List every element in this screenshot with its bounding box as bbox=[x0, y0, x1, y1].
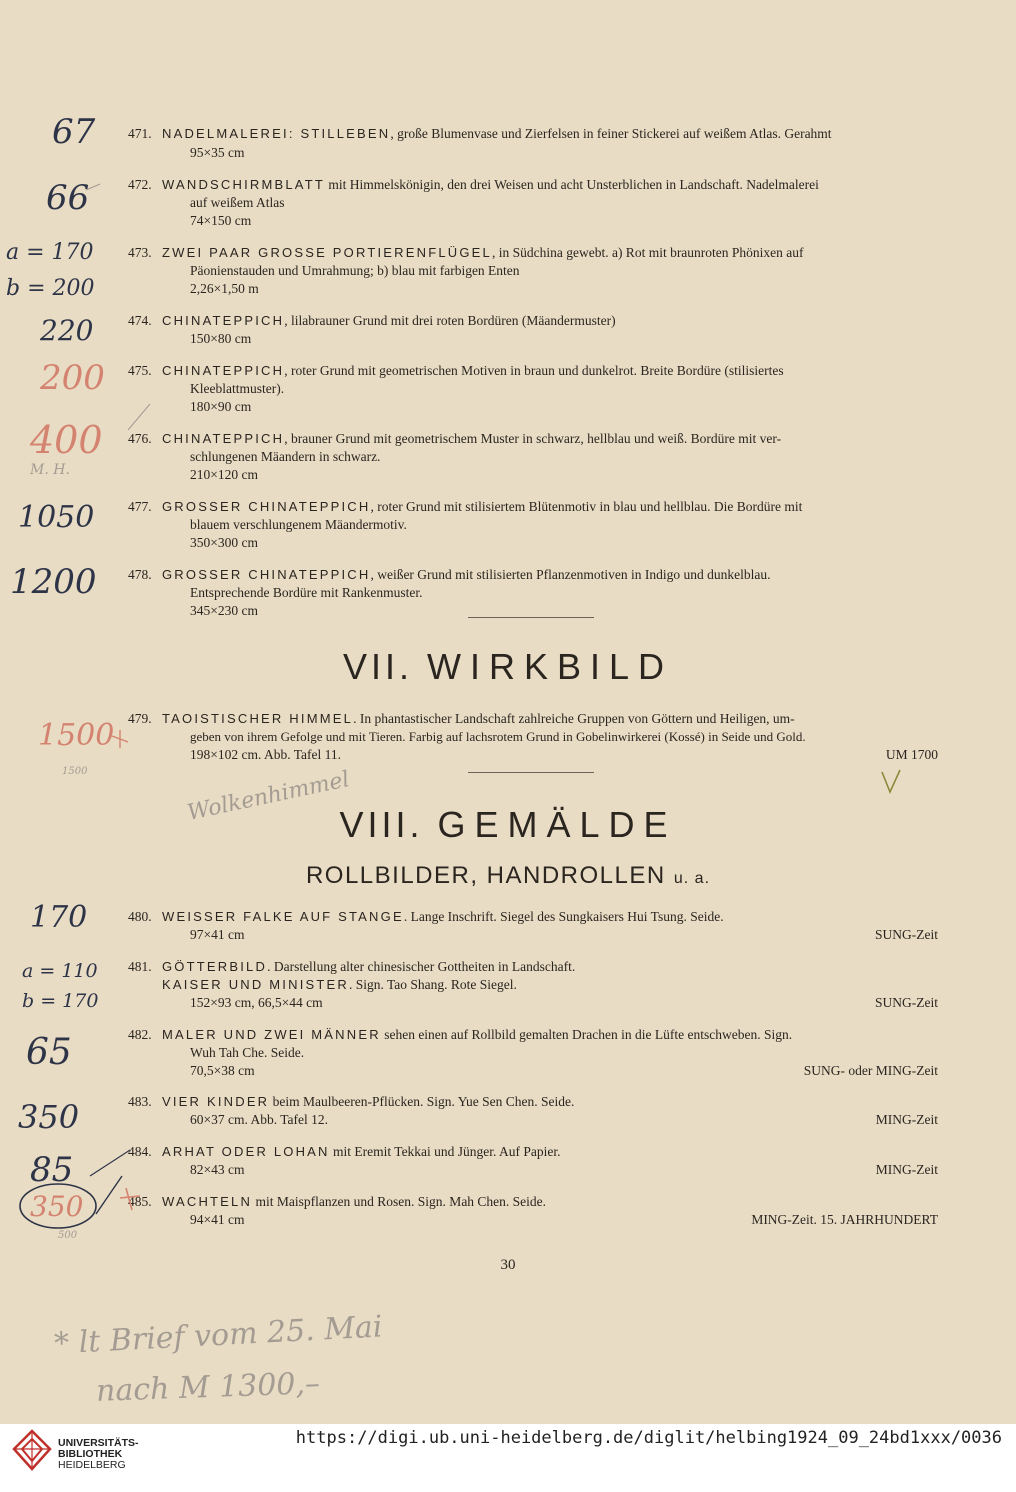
entry-title: CHINATEPPICH bbox=[162, 363, 285, 378]
entry-dimensions: 198×102 cm. Abb. Tafel 11. bbox=[190, 747, 342, 762]
entry-date: SUNG-Zeit bbox=[875, 927, 938, 942]
entry-title: GROSSER CHINATEPPICH bbox=[162, 499, 371, 514]
section-title: WIRKBILD bbox=[427, 646, 674, 687]
handwritten-note: * lt Brief vom 25. Mai bbox=[53, 1309, 384, 1362]
entry-dimensions: 70,5×38 cm bbox=[190, 1063, 255, 1078]
entry-title: WEISSER FALKE AUF STANGE bbox=[162, 909, 404, 924]
handwritten-price: b = 170 bbox=[22, 990, 99, 1012]
section-title: GEMÄLDE bbox=[437, 804, 677, 845]
entry-dimensions: 152×93 cm, 66,5×44 cm bbox=[190, 995, 323, 1010]
entry-number: 471. bbox=[128, 126, 152, 141]
entry-date: SUNG-Zeit bbox=[875, 995, 938, 1010]
handwritten-note: 1500 bbox=[62, 766, 88, 777]
entry-description-line: blauem verschlungenem Mäandermotiv. bbox=[190, 517, 407, 532]
handwritten-price: 1500 bbox=[38, 718, 115, 753]
entry-description: . In phantastischer Landschaft zahlreiche Gruppen von Göttern und Heiligen, um- bbox=[353, 711, 795, 726]
entry-number: 478. bbox=[128, 567, 152, 582]
handwritten-price: a = 170 bbox=[6, 240, 94, 265]
handwritten-price: 85 bbox=[30, 1150, 74, 1190]
entry-dimensions: 97×41 cm bbox=[190, 927, 245, 942]
entry-description: mit Eremit Tekkai und Jünger. Auf Papier. bbox=[329, 1144, 561, 1159]
handwritten-note: M. H. bbox=[30, 462, 70, 478]
entry-date: MING-Zeit bbox=[875, 1162, 938, 1177]
logo-line: UNIVERSITÄTS- bbox=[58, 1437, 139, 1449]
entry-description: , roter Grund mit geometrischen Motiven in braun und dunkelrot. Breite Bordüre (stilisiertes bbox=[284, 363, 784, 378]
entry-date: MING-Zeit bbox=[875, 1112, 938, 1127]
subtitle-suffix: u. a. bbox=[673, 870, 711, 887]
entry-dimensions: 150×80 cm bbox=[190, 331, 252, 346]
entry-number: 481. bbox=[128, 959, 152, 974]
entry-title: WACHTELN bbox=[162, 1194, 253, 1209]
entry-description-line: geben von ihrem Gefolge und mit Tieren. Farbig auf lachsrotem Grund in Gobelinwirkerei (Kossé) in Seide und Gold. bbox=[190, 729, 806, 744]
entry-description-line: schlungenen Mäandern in schwarz. bbox=[190, 449, 381, 464]
entry-date: SUNG- oder MING-Zeit bbox=[803, 1063, 938, 1078]
entry-dimensions: 210×120 cm bbox=[190, 467, 258, 482]
check-mark bbox=[90, 1150, 130, 1176]
entry-dimensions: 82×43 cm bbox=[190, 1162, 245, 1177]
cross-mark bbox=[112, 730, 128, 748]
handwritten-note: nach M 1300,– bbox=[95, 1366, 321, 1409]
entry-description: . Sign. Tao Shang. Rote Siegel. bbox=[348, 977, 517, 992]
handwritten-price: 1200 bbox=[10, 562, 97, 602]
cross-mark bbox=[120, 1188, 140, 1210]
entry-title: ZWEI PAAR GROSSE PORTIERENFLÜGEL bbox=[162, 245, 492, 260]
entry-title: GÖTTERBILD bbox=[162, 959, 268, 974]
entry-number: 472. bbox=[128, 177, 152, 192]
section-numeral: VIII. bbox=[339, 804, 424, 845]
handwritten-price: 350 bbox=[30, 1190, 84, 1223]
entry-title: GROSSER CHINATEPPICH bbox=[162, 567, 371, 582]
entry-title: KAISER UND MINISTER bbox=[162, 977, 349, 992]
subtitle-text: ROLLBILDER, HANDROLLEN bbox=[305, 862, 666, 889]
entry-description: mit Maispflanzen und Rosen. Sign. Mah Chen. Seide. bbox=[252, 1194, 547, 1209]
entry-dimensions: 180×90 cm bbox=[190, 399, 252, 414]
entry-description-line: Päonienstauden und Umrahmung; b) blau mit farbigen Enten bbox=[190, 263, 520, 278]
entry-description: . Darstellung alter chinesischer Gottheiten in Landschaft. bbox=[267, 959, 576, 974]
entry-dimensions: 345×230 cm bbox=[190, 603, 258, 618]
entry-description: , lilabrauner Grund mit drei roten Bordüren (Mäandermuster) bbox=[284, 313, 616, 328]
viewer-footer bbox=[0, 1424, 1016, 1492]
entry-number: 479. bbox=[128, 711, 152, 726]
check-mark bbox=[882, 770, 900, 792]
entry-number: 477. bbox=[128, 499, 152, 514]
handwritten-price: 220 bbox=[40, 314, 94, 347]
entry-title: VIER KINDER bbox=[162, 1094, 270, 1109]
handwritten-note: 500 bbox=[58, 1230, 78, 1241]
entry-number: 485. bbox=[128, 1194, 152, 1209]
entry-description: , große Blumenvase und Zierfelsen in feiner Stickerei auf weißem Atlas. Gerahmt bbox=[390, 126, 832, 141]
entry-title: TAOISTISCHER HIMMEL bbox=[162, 711, 354, 726]
entry-title: CHINATEPPICH bbox=[162, 313, 285, 328]
entry-dimensions: 74×150 cm bbox=[190, 213, 252, 228]
entry-description-line: auf weißem Atlas bbox=[190, 195, 285, 210]
handwritten-note: Wolkenhimmel bbox=[185, 767, 352, 826]
handwritten-price: 170 bbox=[30, 900, 88, 935]
entry-title: NADELMALEREI: STILLEBEN bbox=[162, 126, 391, 141]
entry-dimensions: 350×300 cm bbox=[190, 535, 258, 550]
permalink-url[interactable]: https://digi.ub.uni-heidelberg.de/diglit/helbing1924_09_24bd1xxx/0036 bbox=[295, 1428, 1002, 1448]
pencil-mark bbox=[86, 184, 100, 190]
handwritten-price: 1050 bbox=[18, 500, 95, 535]
entry-description-line: Kleeblattmuster). bbox=[190, 381, 285, 396]
handwritten-price: 67 bbox=[52, 112, 96, 152]
entry-number: 474. bbox=[128, 313, 152, 328]
handwritten-price: 65 bbox=[26, 1032, 72, 1073]
entry-description-line: Wuh Tah Che. Seide. bbox=[190, 1045, 305, 1060]
entry-title: WANDSCHIRMBLATT bbox=[162, 177, 325, 192]
entry-description: beim Maulbeeren-Pflücken. Sign. Yue Sen Chen. Seide. bbox=[269, 1094, 575, 1109]
entry-title: ARHAT ODER LOHAN bbox=[162, 1144, 330, 1159]
entry-description: . Lange Inschrift. Siegel des Sungkaisers Hui Tsung. Seide. bbox=[403, 909, 724, 924]
handwritten-price: 350 bbox=[18, 1098, 80, 1136]
entry-number: 473. bbox=[128, 245, 152, 260]
entry-number: 476. bbox=[128, 431, 152, 446]
handwritten-price: b = 200 bbox=[6, 276, 95, 301]
entry-description: , roter Grund mit stilisiertem Blütenmotiv in blau und hellblau. Die Bordüre mit bbox=[370, 499, 803, 514]
check-mark bbox=[96, 1176, 122, 1214]
handwritten-price: a = 110 bbox=[22, 960, 98, 982]
entry-dimensions: 2,26×1,50 m bbox=[190, 281, 259, 296]
handwritten-price: 400 bbox=[30, 418, 103, 462]
handwritten-price: 200 bbox=[40, 358, 105, 398]
section-numeral: VII. bbox=[342, 646, 413, 687]
entry-title: CHINATEPPICH bbox=[162, 431, 285, 446]
entry-number: 475. bbox=[128, 363, 152, 378]
pencil-mark bbox=[128, 404, 150, 430]
entry-number: 484. bbox=[128, 1144, 152, 1159]
entry-number: 483. bbox=[128, 1094, 152, 1109]
library-logo[interactable] bbox=[58, 1438, 139, 1471]
entry-description: , in Südchina gewebt. a) Rot mit braunroten Phönixen auf bbox=[491, 245, 804, 260]
entry-dimensions: 60×37 cm. Abb. Tafel 12. bbox=[190, 1112, 329, 1127]
entry-date: UM 1700 bbox=[885, 747, 938, 762]
entry-date: MING-Zeit. 15. JAHRHUNDERT bbox=[751, 1212, 938, 1227]
university-seal-icon bbox=[12, 1429, 52, 1471]
handwritten-price: 66 bbox=[46, 178, 90, 218]
entry-description: , brauner Grund mit geometrischem Muster in schwarz, hellblau und weiß. Bordüre mit ver- bbox=[284, 431, 782, 446]
entry-dimensions: 94×41 cm bbox=[190, 1212, 245, 1227]
entry-description: , weißer Grund mit stilisierten Pflanzenmotiven in Indigo und dunkelblau. bbox=[370, 567, 771, 582]
entry-description: sehen einen auf Rollbild gemalten Drachen in die Lüfte entschweben. Sign. bbox=[380, 1027, 793, 1042]
entry-number: 482. bbox=[128, 1027, 152, 1042]
entry-dimensions: 95×35 cm bbox=[190, 145, 245, 160]
circle-mark bbox=[20, 1184, 96, 1228]
page-number: 30 bbox=[500, 1257, 516, 1273]
entry-description-line: Entsprechende Bordüre mit Rankenmuster. bbox=[190, 585, 423, 600]
logo-line: BIBLIOTHEK bbox=[58, 1448, 123, 1460]
entry-description: mit Himmelskönigin, den drei Weisen und acht Unsterblichen in Landschaft. Nadelmalerei bbox=[325, 177, 819, 192]
entry-title: MALER UND ZWEI MÄNNER bbox=[162, 1027, 381, 1042]
entry-number: 480. bbox=[128, 909, 152, 924]
logo-line: HEIDELBERG bbox=[58, 1459, 126, 1471]
